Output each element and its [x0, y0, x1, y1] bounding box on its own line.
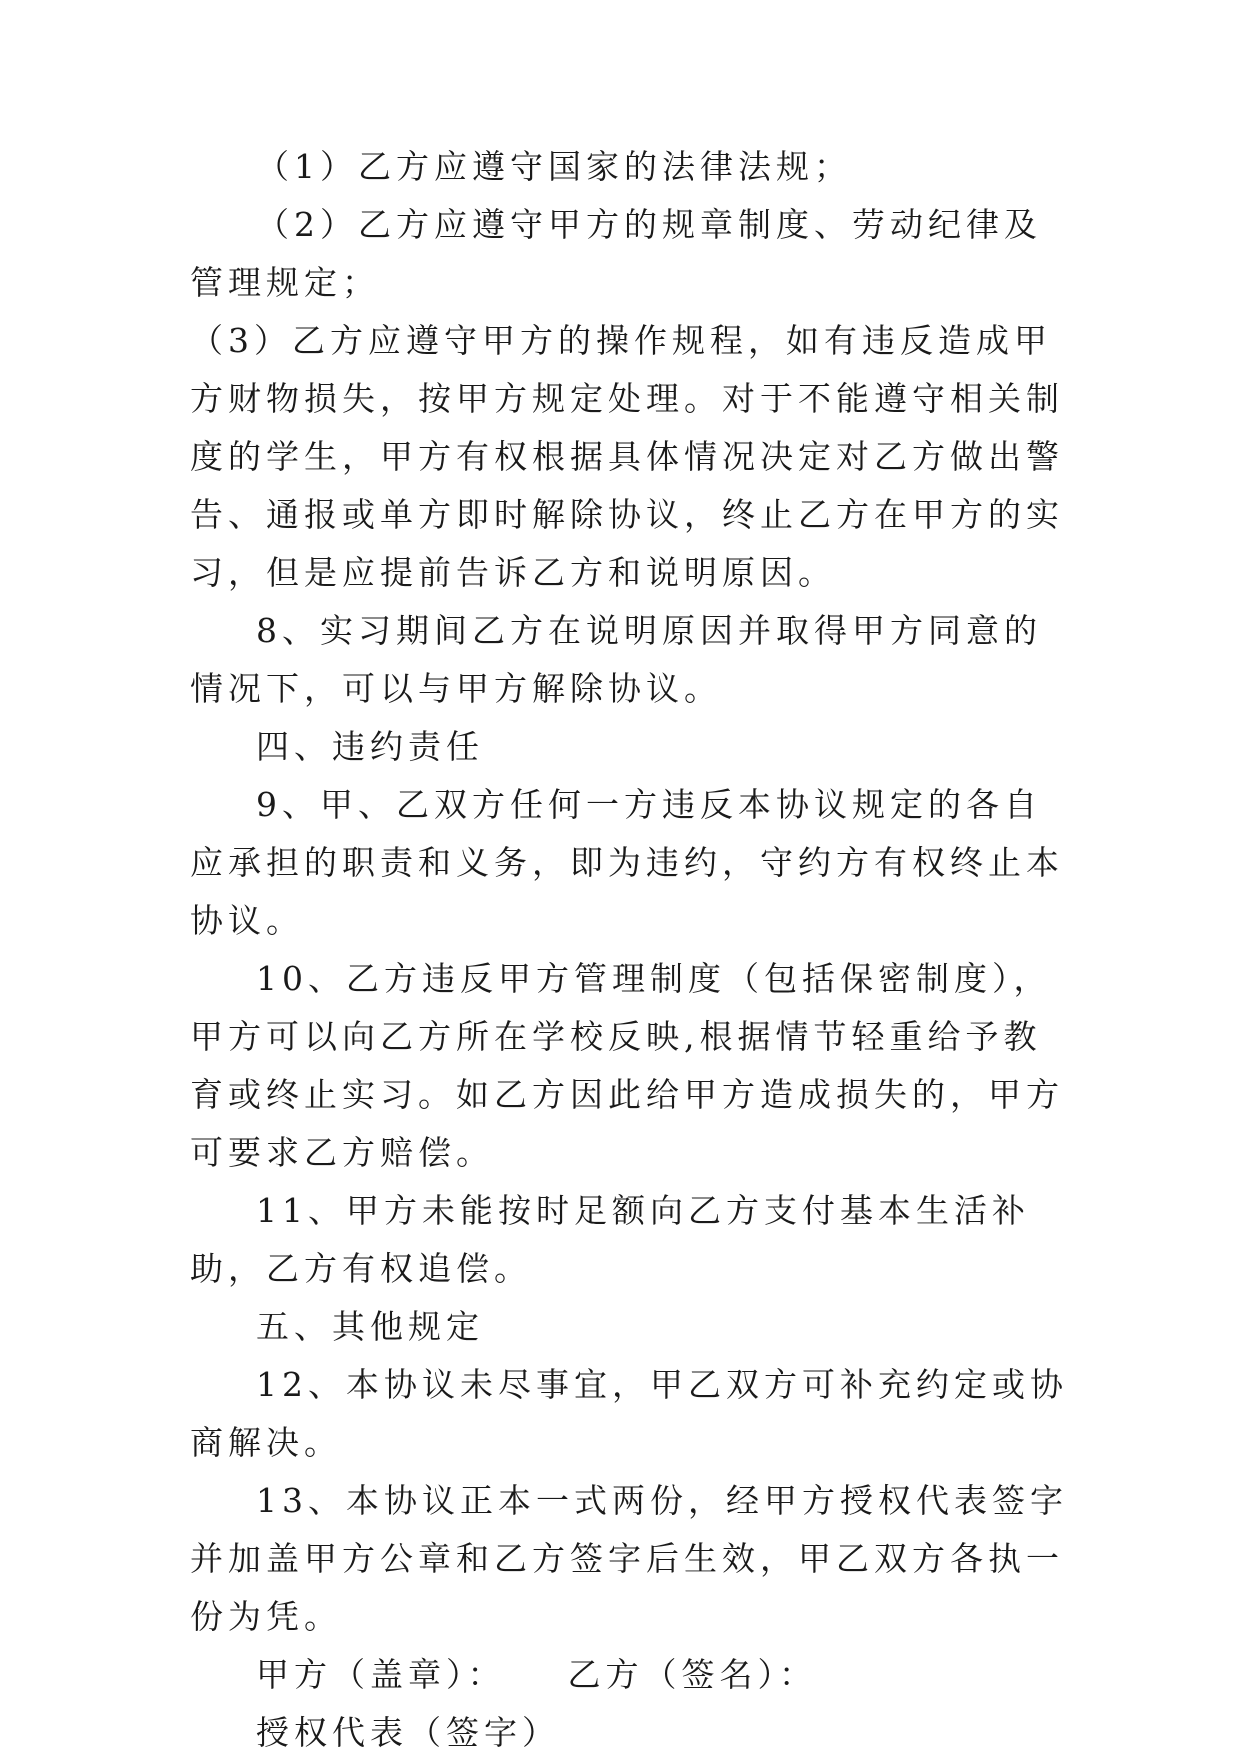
representative-signature-label: 授权代表（签字） — [256, 1713, 560, 1752]
document-body — [190, 138, 1070, 1762]
signature-parties-line — [190, 1646, 1070, 1704]
clause-12: 12、本协议未尽事宜，甲乙双方可补充约定或协商解决。 — [190, 1365, 1068, 1462]
section-heading-breach: 四、违约责任 — [256, 727, 484, 766]
party-a-seal-label: 甲方（盖章）： — [256, 1655, 506, 1694]
clause-9: 9、甲、乙双方任何一方违反本协议规定的各自应承担的职责和义务，即为违约，守约方有权终止本协议。 — [190, 785, 1064, 940]
clause-7-3: （3）乙方应遵守甲方的操作规程，如有违反造成甲方财物损失，按甲方规定处理。对于不能遵守相关制度的学生，甲方有权根据具体情况决定对乙方做出警告、通报或单方即时解除协议，终止乙方在甲方的实习，但是应提前告诉乙方和说明原因。 — [190, 321, 1064, 592]
party-b-signature-label: 乙方（签名）： — [567, 1655, 817, 1694]
clause-7-1: （1）乙方应遵守国家的法律法规； — [256, 147, 852, 186]
clause-10: 10、乙方违反甲方管理制度（包括保密制度），甲方可以向乙方所在学校反映,根据情节轻重给予教育或终止实习。如乙方因此给甲方造成损失的，甲方可要求乙方赔偿。 — [190, 959, 1064, 1172]
clause-7-2: （2）乙方应遵守甲方的规章制度、劳动纪律及管理规定； — [190, 205, 1042, 302]
section-heading-other: 五、其他规定 — [256, 1307, 484, 1346]
clause-13: 13、本协议正本一式两份，经甲方授权代表签字并加盖甲方公章和乙方签字后生效，甲乙双方各执一份为凭。 — [190, 1481, 1068, 1636]
clause-11: 11、甲方未能按时足额向乙方支付基本生活补助，乙方有权追偿。 — [190, 1191, 1030, 1288]
clause-8: 8、实习期间乙方在说明原因并取得甲方同意的情况下，可以与甲方解除协议。 — [190, 611, 1042, 708]
